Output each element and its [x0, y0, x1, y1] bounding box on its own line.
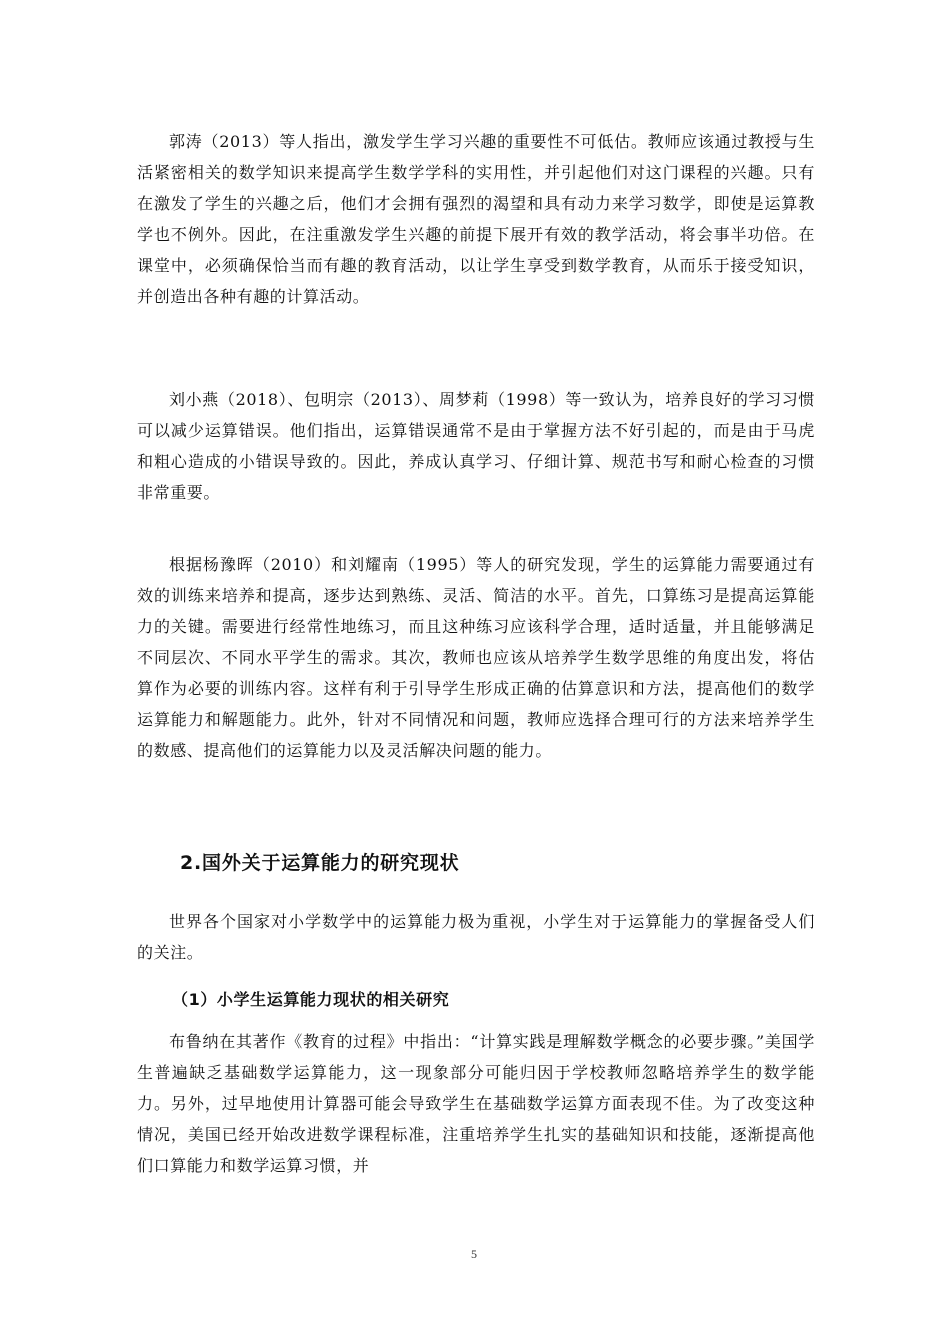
paragraph-habits: 刘小燕（2018）、包明宗（2013）、周梦莉（1998）等一致认为，培养良好的学习习惯可以减少运算错误。他们指出，运算错误通常不是由于掌握方法不好引起的，而是由于马虎和粗心造成的小错误导致的。因此，养成认真学习、仔细计算、规范书写和耐心检查的习惯非常重要。 — [137, 390, 815, 502]
page-number: 5 — [471, 1247, 477, 1261]
section-intro-paragraph: 世界各个国家对小学数学中的运算能力极为重视，小学生对于运算能力的掌握备受人们的关注。 — [137, 912, 815, 962]
paragraph-training: 根据杨豫晖（2010）和刘耀南（1995）等人的研究发现，学生的运算能力需要通过有效的训练来培养和提高，逐步达到熟练、灵活、简洁的水平。首先，口算练习是提高运算能力的关键。需要进行经常性地练习，而且这种练习应该科学合理，适时适量，并且能够满足不同层次、不同水平学生的需求。其次，教师也应该从培养学生数学思维的角度出发，将估算作为必要的训练内容。这样有利于引导学生形成正确的估算意识和方法，提高他们的数学运算能力和解题能力。此外，针对不同情况和问题，教师应选择合理可行的方法来培养学生的数感、提高他们的运算能力以及灵活解决问题的能力。 — [137, 555, 815, 760]
subsection-paragraph: 布鲁纳在其著作《教育的过程》中指出：“计算实践是理解数学概念的必要步骤。”美国学生普遍缺乏基础数学运算能力，这一现象部分可能归因于学校教师忽略培养学生的数学能力。另外，过早地使用计算器可能会导致学生在基础数学运算方面表现不佳。为了改变这种情况，美国已经开始改进数学课程标准，注重培养学生扎实的基础知识和技能，逐渐提高他们口算能力和数学运算习惯，并 — [137, 1032, 815, 1175]
paragraph-interest: 郭涛（2013）等人指出，激发学生学习兴趣的重要性不可低估。教师应该通过教授与生活紧密相关的数学知识来提高学生数学学科的实用性，并引起他们对这门课程的兴趣。只有在激发了学生的兴趣之后，他们才会拥有强烈的渴望和具有动力来学习数学，即使是运算教学也不例外。因此，在注重激发学生兴趣的前提下展开有效的教学活动，将会事半功倍。在课堂中，必须确保恰当而有趣的教育活动，以让学生享受到数学教育，从而乐于接受知识，并创造出各种有趣的计算活动。 — [137, 132, 815, 306]
section-heading: 2.国外关于运算能力的研究现状 — [180, 852, 460, 874]
subsection-heading: （1）小学生运算能力现状的相关研究 — [172, 990, 450, 1009]
